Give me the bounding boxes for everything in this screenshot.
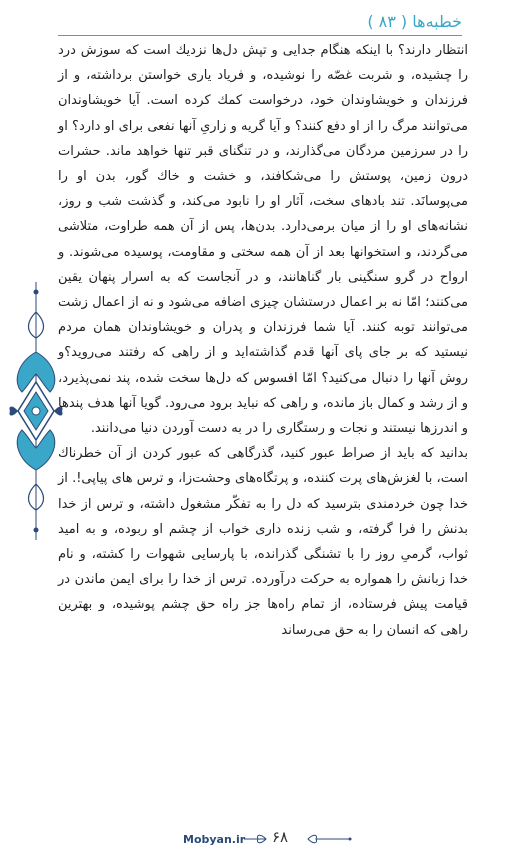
page-header	[0, 4, 520, 34]
page-body	[58, 38, 468, 643]
header-rule	[58, 35, 462, 36]
paragraph: انتظار دارند؟ با اینکه هنگام جدایی و تپش دل‌ها نزدیك است که سوزش درد را چشیده، و شربت غصّه را نوشیده، و فریاد یاری خواستن برداشته، و از فرزندان و خویشاوندان خود، درخواست کمك کرده است. آیا خویشاوندان می‌توانند مرگ را از او دفع کنند؟ و آیا گریه و زاریِ آنها نفعی برای او دارد؟ او را در سرزمین مردگان می‌گذارند، و در تنگنای قبر تنها خواهد ماند. حشرات درون زمین، پوستش را می‌شکافند، و خشت و خاك گور، بدن او را می‌پوسانَد. تند بادهای سخت، آثار او را نابود می‌کند، و گذشت شب و روز، نشانه‌های او را از میان برمی‌دارد. بدن‌ها، پس از آن همه طراوت، متلاشی می‌گردند، و استخوانها بعد از آن همه سختی و مقاومت، پوسیده می‌شوند. و ارواح در گرو سنگینی بار گناهانند، و در آنجاست که به اسرار پنهان یقین می‌کنند؛ امّا نه بر اعمال درستشان چیزی اضافه می‌شود و نه از اعمال زشت می‌توانند توبه کنند. آیا شما فرزندان و پدران و خویشاوندان همان مردم نیستید که بر جای پای آنها قدم گذاشته‌اید و از راهی که رفتند می‌روید؟و روش آنها را دنبال می‌کنید؟ امّا افسوس که دل‌ها سخت شده، پند نمی‌پذیرد، و از رشد و کمال باز مانده، و راهی که نباید برود می‌رود. گویا آنها هدف پندها و اندرزها نیستند و نجات و رستگاری را در به دست آوردن دنیا می‌دانند.	[58, 43, 468, 437]
page-footer	[0, 824, 520, 854]
site-watermark: Mobyan.ir	[183, 833, 246, 846]
paragraph: بدانید که باید از صراط عبور کنید، گذرگاهی که عبور کردن از آن خطرناك است، با لغزش‌های پرت کننده، و پرتگاه‌های وحشت‌زا، و ترس های پیاپی!. از خدا چون خردمندی بترسید که دل را به تفکّر مشغول داشته، و ترس از خدا بدنش را فرا گرفته، و شب زنده داری خواب از چشم او ربوده، و به امید ثواب، گرمیِ روز را با تشنگی گذرانده، با پارسایی شهوات را کشته، و نام خدا زبانش را همواره به حرکت درآورده. ترس از خدا را برای ایمن ماندن در قیامت پیش فرستاده، از تمام راه‌ها جز راه حق چشم پوشیده، و بهترین راهی که انسان را به حق می‌رساند	[58, 446, 468, 638]
header-title: خطبه‌ها ( ۸۳ )	[367, 12, 462, 31]
page-number: ۶۸	[272, 828, 289, 846]
side-ornament-icon	[8, 282, 64, 540]
footer-ornament-icon	[0, 824, 520, 854]
